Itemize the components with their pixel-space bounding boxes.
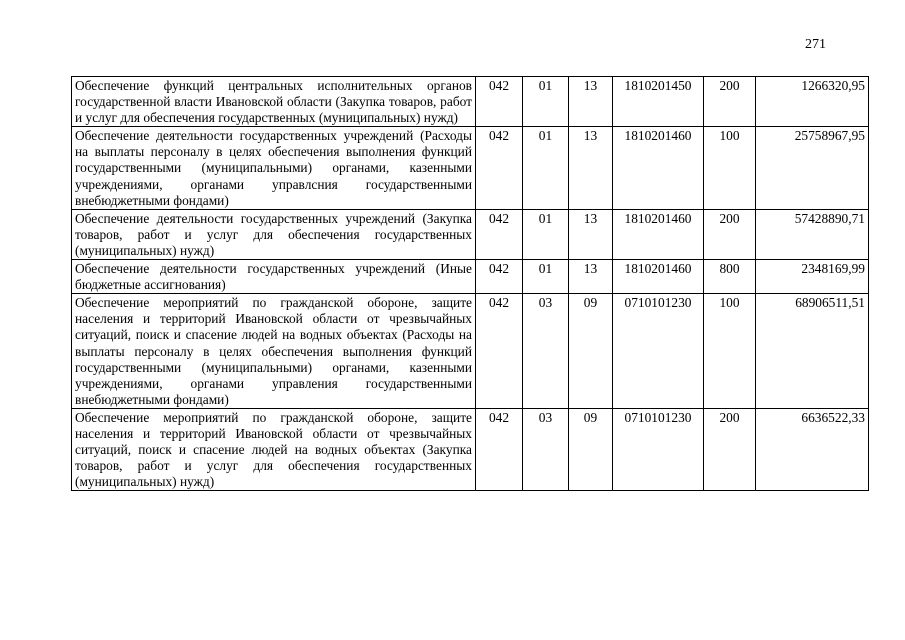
subsection-code: 13 [569,260,613,294]
table-row [72,77,869,127]
subsection-code: 13 [569,77,613,127]
expense-description: Обеспечение мероприятий по гражданской обороне, защите населения и территорий Ивановской области от чрезвычайных ситуаций, поиск и спасение людей на водных объектах (Закупка товаров, работ и услуг для обеспечения государственных (муниципальных) нужд) [72,408,476,490]
page-number: 271 [805,37,826,52]
target-item-code: 1810201450 [613,77,704,127]
expense-type-code: 200 [704,408,756,490]
subsection-code: 09 [569,408,613,490]
ministry-code: 042 [476,127,523,209]
table-row [72,260,869,294]
ministry-code: 042 [476,260,523,294]
expense-description: Обеспечение деятельности государственных учреждений (Расходы на выплаты персоналу в целях обеспечения выполнения функций государственными (муниципальными) органами, казенными учреждениями, органами управлсния государственными внебюджетными фондами) [72,127,476,209]
expense-type-code: 100 [704,127,756,209]
table-row [72,294,869,409]
subsection-code: 13 [569,127,613,209]
expense-description: Обеспечение деятельности государственных учреждений (Иные бюджетные ассигнования) [72,260,476,294]
subsection-code: 13 [569,209,613,259]
amount: 57428890,71 [756,209,869,259]
expense-type-code: 800 [704,260,756,294]
target-item-code: 1810201460 [613,260,704,294]
table-row [72,209,869,259]
subsection-code: 09 [569,294,613,409]
target-item-code: 1810201460 [613,209,704,259]
target-item-code: 1810201460 [613,127,704,209]
section-code: 01 [523,209,569,259]
table-row [72,127,869,209]
expense-description: Обеспечение деятельности государственных учреждений (Закупка товаров, работ и услуг для обеспечения государственных (муниципальных) нужд) [72,209,476,259]
section-code: 01 [523,260,569,294]
amount: 2348169,99 [756,260,869,294]
table-row [72,408,869,490]
expense-description: Обеспечение функций центральных исполнительных органов государственной власти Ивановской области (Закупка товаров, работ и услуг для обеспечения государственных (муниципальных) нужд) [72,77,476,127]
expense-description: Обеспечение мероприятий по гражданской обороне, защите населения и территорий Ивановской области от чрезвычайных ситуаций, поиск и спасение людей на водных объектах (Расходы на выплаты персоналу в целях обеспечения выполнения функций государственными (муниципальными) органами, казенными учреждениями, органами управления государственными внебюджетными фондами) [72,294,476,409]
amount: 6636522,33 [756,408,869,490]
ministry-code: 042 [476,294,523,409]
ministry-code: 042 [476,408,523,490]
ministry-code: 042 [476,209,523,259]
amount: 25758967,95 [756,127,869,209]
target-item-code: 0710101230 [613,408,704,490]
amount: 68906511,51 [756,294,869,409]
ministry-code: 042 [476,77,523,127]
amount: 1266320,95 [756,77,869,127]
section-code: 01 [523,77,569,127]
budget-table [71,76,869,491]
expense-type-code: 200 [704,209,756,259]
section-code: 03 [523,408,569,490]
target-item-code: 0710101230 [613,294,704,409]
expense-type-code: 100 [704,294,756,409]
expense-type-code: 200 [704,77,756,127]
section-code: 01 [523,127,569,209]
section-code: 03 [523,294,569,409]
